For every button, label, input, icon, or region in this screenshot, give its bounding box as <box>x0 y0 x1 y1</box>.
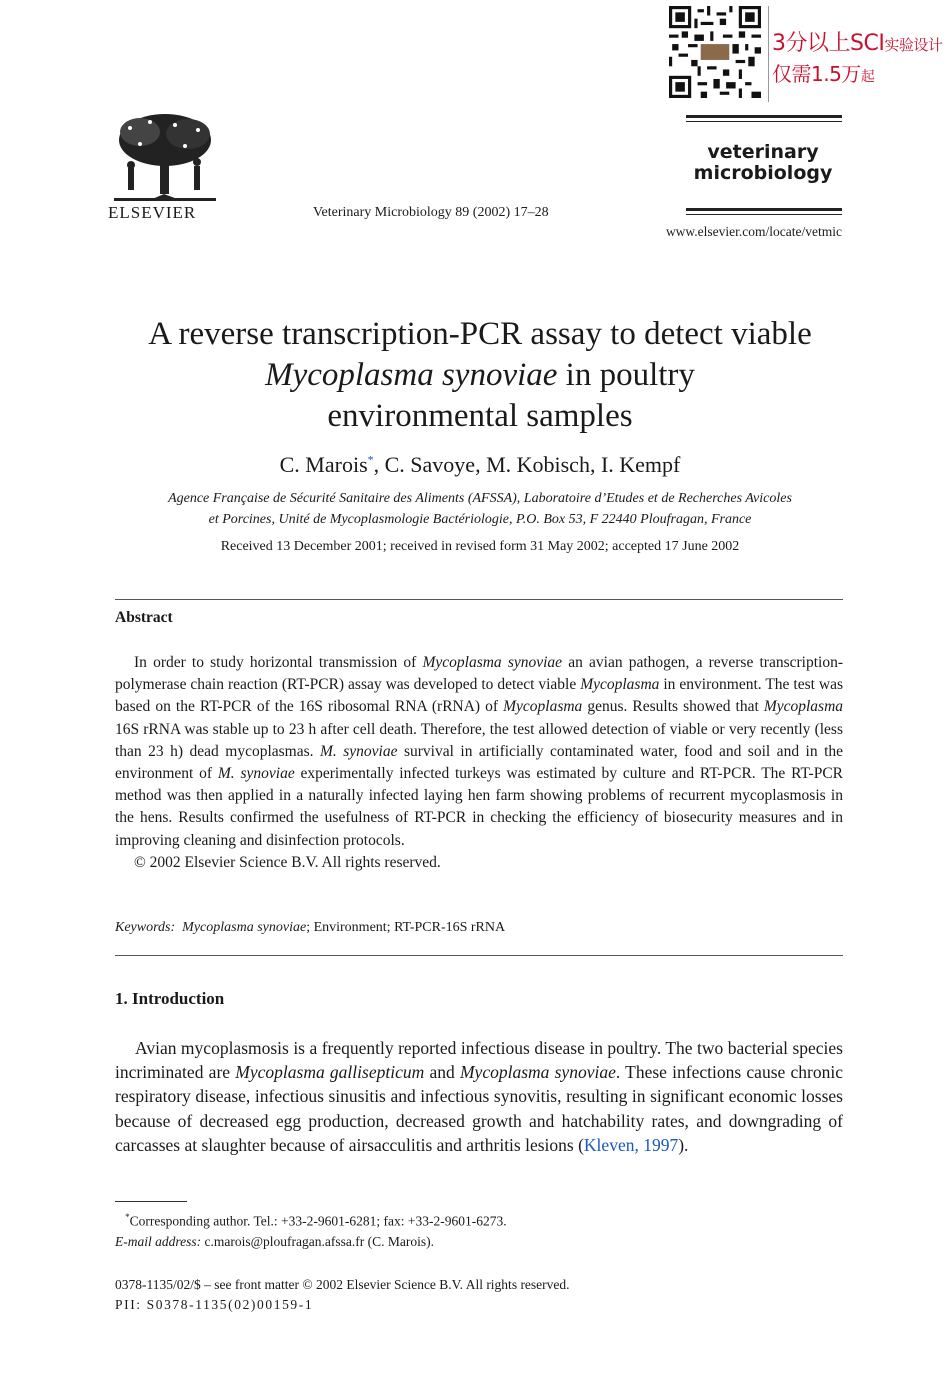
ad-text-line2[interactable]: 仅需1.5万起 <box>772 62 875 86</box>
reference-link-kleven-1997[interactable]: Kleven, 1997 <box>583 1134 679 1155</box>
abstract-bottom-rule <box>115 955 843 956</box>
abstract-heading: Abstract <box>115 609 173 626</box>
corresponding-author-link[interactable]: * <box>367 452 374 467</box>
author-list: C. Marois*, C. Savoye, M. Kobisch, I. Kempf <box>279 452 681 477</box>
ad-divider <box>768 6 769 102</box>
qr-code-icon <box>669 6 761 98</box>
received-dates: Received 13 December 2001; received in revised form 31 May 2002; accepted 17 June 2002 <box>220 539 740 554</box>
journal-reference: Veterinary Microbiology 89 (2002) 17–28 <box>313 205 549 220</box>
introduction-body: Avian mycoplasmosis is a frequently reported infectious disease in poultry. The two bacterial species incriminated are Mycoplasma gallisepticum and Mycoplasma synoviae. These infections cause chronic respiratory disease, infectious sinusitis and infectious synovitis, resulting in significant economic losses because of decreased egg production, decreased growth and hatchability rates, and downgrading of carcasses at slaughter because of airsacculitis and arthritis lesions (Kleven, 1997). <box>115 1038 843 1155</box>
affiliation: Agence Française de Sécurité Sanitaire des Aliments (AFSSA), Laboratoire d’Etudes et de Recherches Avicoles et Porcines, Unité de Mycoplasmologie Bactériologie, P.O. Box 53, F 22440 Ploufragan, France <box>168 491 792 527</box>
abstract-copyright: © 2002 Elsevier Science B.V. All rights reserved. <box>134 853 441 871</box>
journal-brand: veterinary microbiology <box>693 141 833 184</box>
front-matter-info: 0378-1135/02/$ – see front matter © 2002 Elsevier Science B.V. All rights reserved. PII: S0378-1135(02)00159-1 <box>115 1277 570 1312</box>
journal-rule-top-thin <box>686 121 842 122</box>
elsevier-tree-logo-icon <box>110 110 220 202</box>
author-email[interactable]: c.marois@ploufragan.afssa.fr (C. Marois). <box>201 1233 434 1249</box>
footnote-rule <box>115 1201 187 1202</box>
journal-rule-bottom <box>686 208 842 211</box>
introduction-heading: 1. Introduction <box>115 989 225 1008</box>
publisher-name: ELSEVIER <box>108 203 197 222</box>
footnotes: *Corresponding author. Tel.: +33-2-9601-6281; fax: +33-2-9601-6273. E-mail address: c.marois@ploufragan.afssa.fr (C. Marois). <box>115 1212 507 1249</box>
journal-rule-top <box>686 115 842 118</box>
abstract-body: In order to study horizontal transmission of Mycoplasma synoviae an avian pathogen, a reverse transcription-polymerase chain reaction (RT-PCR) assay was developed to detect viable Mycoplasma in environment. The test was based on the RT-PCR of the 16S ribosomal RNA (rRNA) of Mycoplasma genus. Results showed that Mycoplasma 16S rRNA was stable up to 23 h after cell death. Therefore, the test allowed detection of viable or very recently (less than 23 h) dead mycoplasmas. M. synoviae survival in artificially contaminated water, food and soil and in the environment of M. synoviae experimentally infected turkeys was estimated by culture and RT-PCR. The RT-PCR method was then applied in a naturally infected laying hen farm showing problems of recurrent mycoplasmosis in the hens. Results confirmed the usefulness of RT-PCR in checking the efficiency of biosecurity measures and in improving cleaning and disinfection protocols. © 2002 Elsevier Science B.V. All rights reserved. <box>115 652 843 874</box>
journal-url[interactable]: www.elsevier.com/locate/vetmic <box>665 224 842 239</box>
abstract-top-rule <box>115 599 843 600</box>
journal-rule-bottom-thin <box>686 214 842 215</box>
keywords: Keywords: Mycoplasma synoviae; Environment; RT-PCR-16S rRNA <box>115 920 506 935</box>
article-title: A reverse transcription-PCR assay to detect viable Mycoplasma synoviae in poultry environmental samples <box>148 316 812 434</box>
ad-text-line1[interactable]: 3分以上SCI实验设计 <box>772 31 943 56</box>
